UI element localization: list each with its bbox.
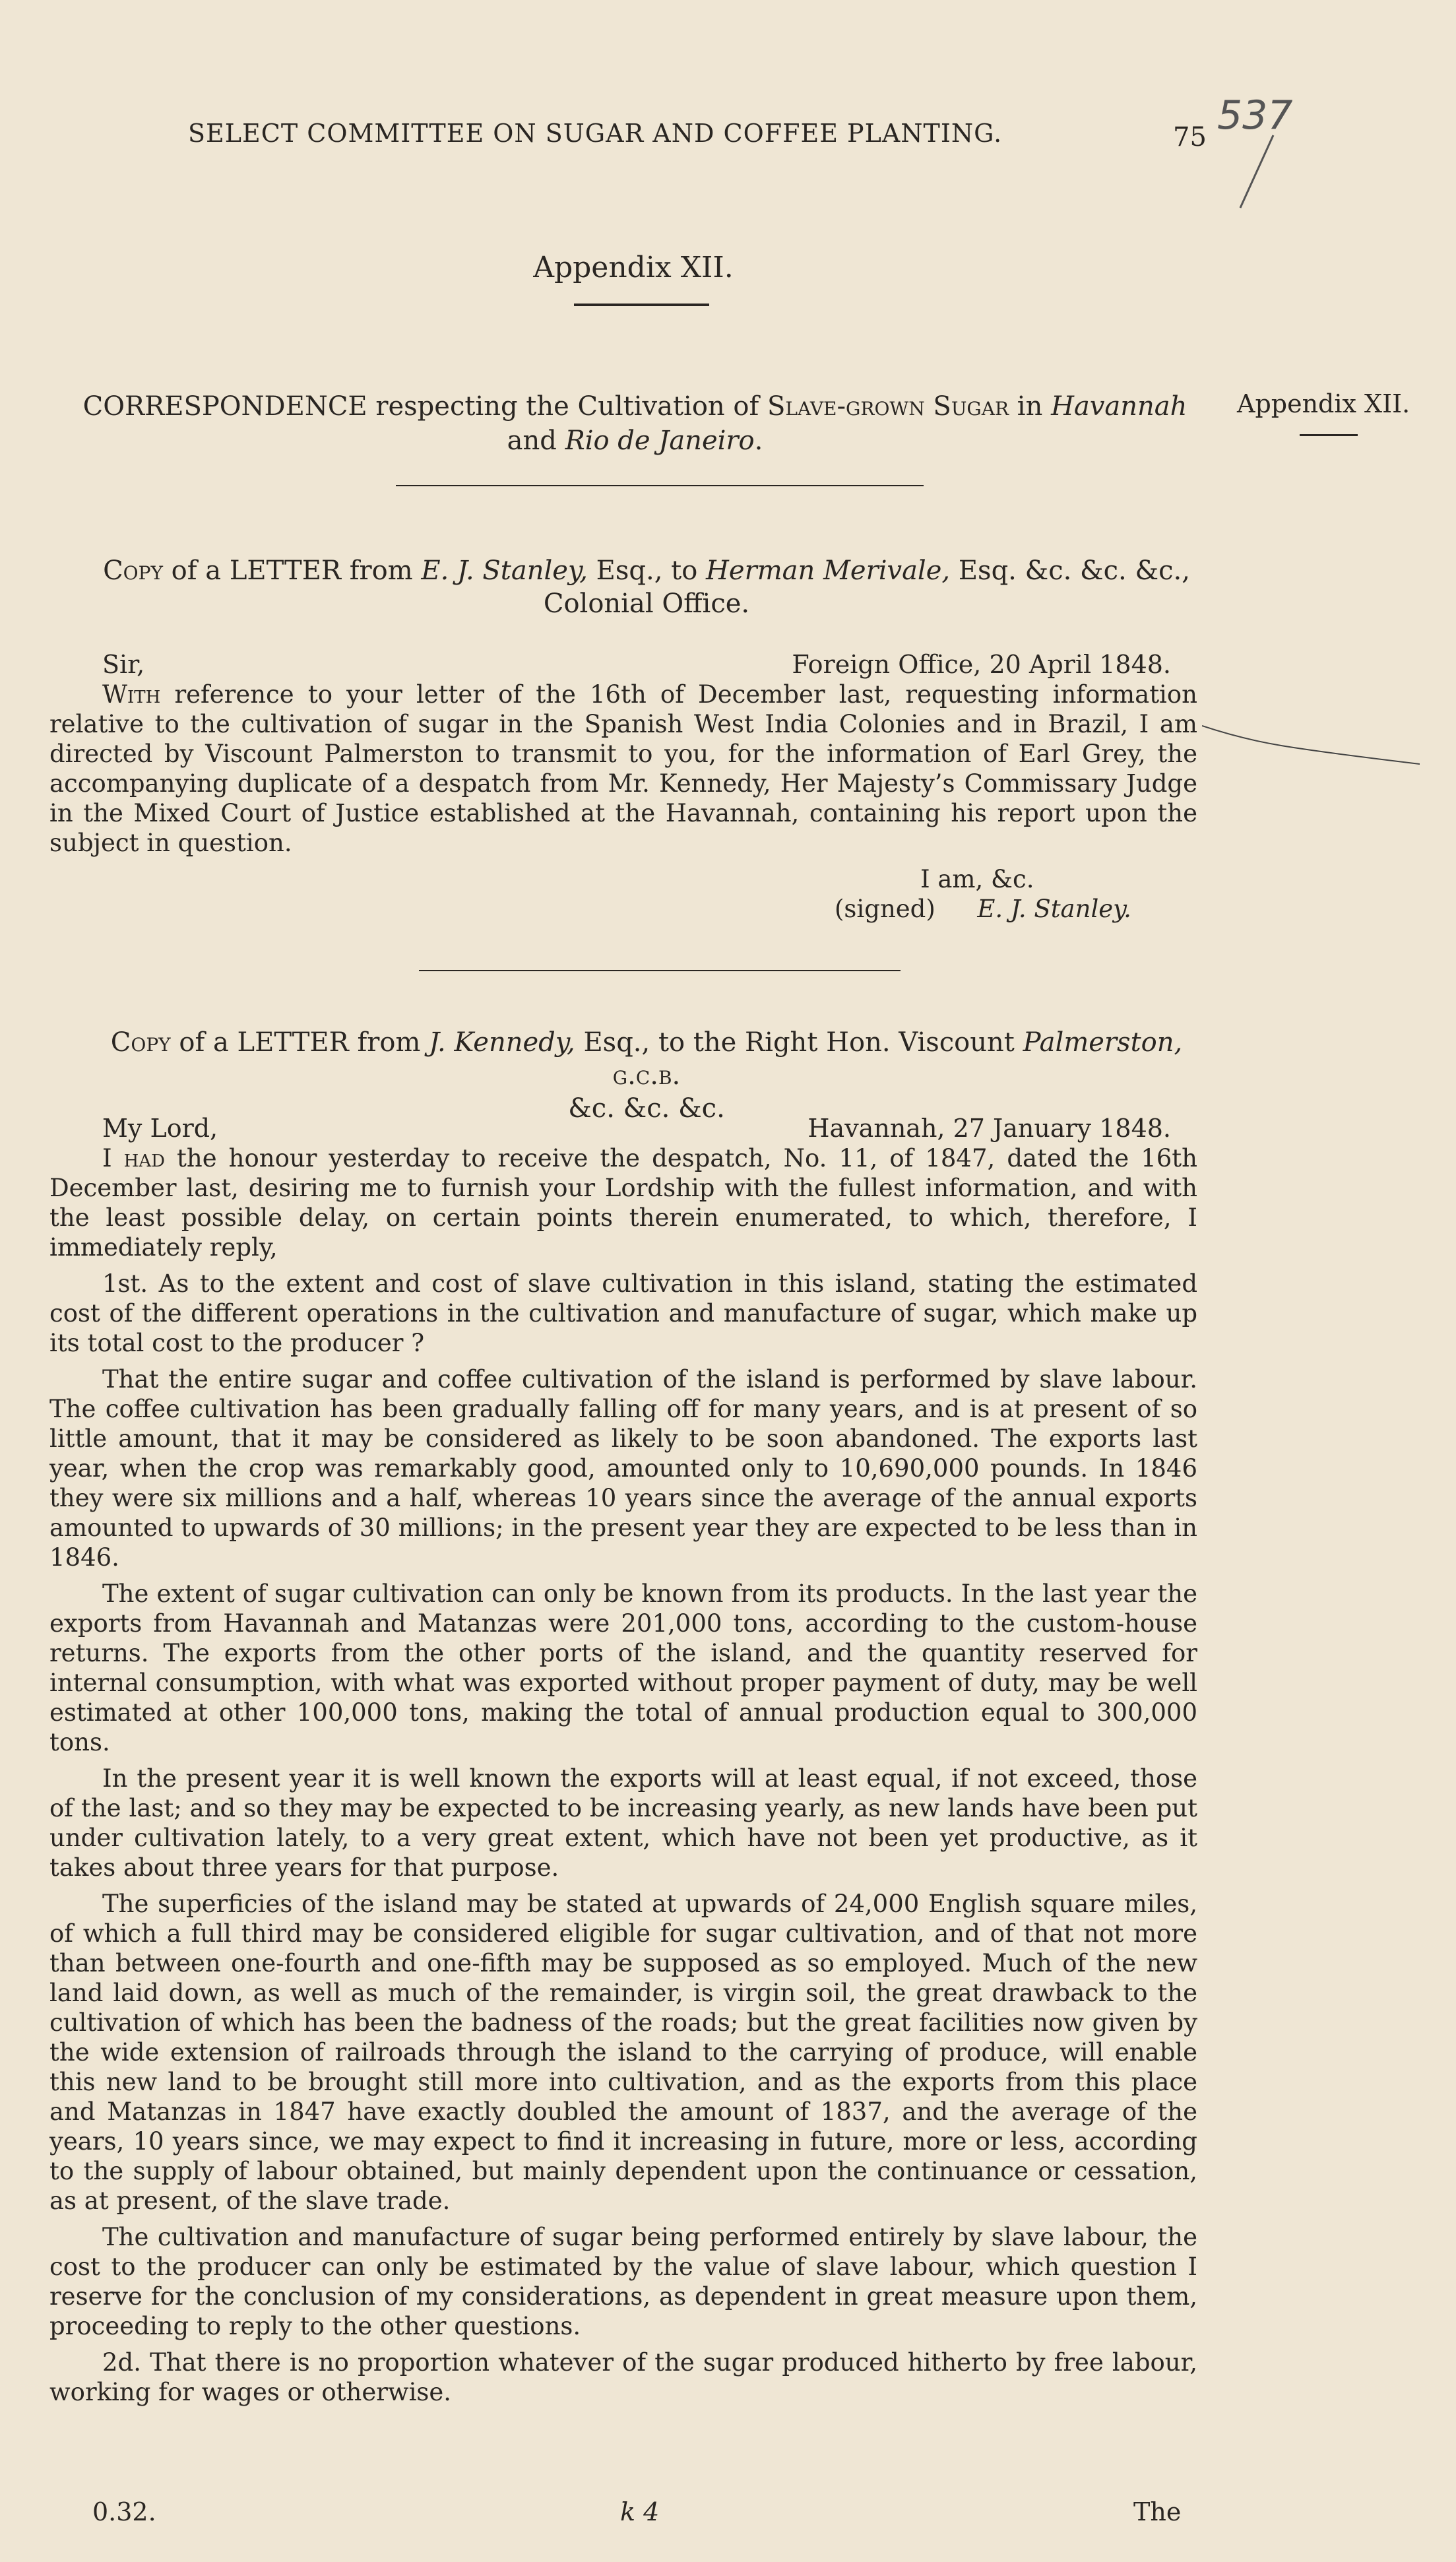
letter2-body	[49, 1114, 1197, 2414]
letter1-copy-label: Copy	[103, 556, 163, 586]
letter2-paragraph-3: That the entire sugar and coffee cultivation of the island is performed by slave labour. The coffee cultivation has been gradually falling off for many years, and is at present of so little amount, that it may be considered as likely to be soon abandoned. The exports last year, when the crop was remarkably good, amounted only to 10,690,000 pounds. In 1846 they were six millions and a half, whereas 10 years since the average of the annual exports amounted to upwards of 30 millions; in the present year they are expected to be less than in 1846.	[49, 1365, 1197, 1572]
letter2-from-name: J. Kennedy,	[429, 1027, 575, 1058]
section-divider-2	[419, 970, 901, 971]
handwritten-slash-mark	[1234, 132, 1280, 211]
side-note-rule	[1300, 434, 1358, 436]
letter2-title-text-1: of a LETTER from	[170, 1027, 429, 1058]
letter1-closing: I am, &c.	[920, 865, 1034, 893]
section-divider-1	[396, 485, 924, 486]
heading-rio: Rio de Janeiro	[565, 426, 755, 456]
correspondence-heading	[63, 389, 1207, 458]
letter1-title-text-3: Esq. &c. &c. &c.,	[950, 556, 1190, 586]
letter2-title-text-2: Esq., to the Right Hon. Viscount	[575, 1027, 1023, 1058]
letter2-paragraph-4: The extent of sugar cultivation can only be known from its products. In the last year the exports from Havannah and Matanzas were 201,000 tons, according to the custom-house returns. The exports from the other ports of the island, and the quantity reserved for internal consumption, with what was exported without proper payment of duty, may be well estimated at other 100,000 tons, making the total of annual production equal to 300,000 tons.	[49, 1580, 1197, 1756]
letter1-from-name: E. J. Stanley,	[421, 556, 588, 586]
letter1-signature: E. J. Stanley.	[977, 895, 1131, 923]
letter2-paragraph-6: The superficies of the island may be stated at upwards of 24,000 English square miles, of which a full third may be considered eligible for sugar cultivation, and of that not more than between one-fourth and one-fifth may be supposed as so employed. Much of the new land laid down, as well as much of the remainder, is virgin soil, the great drawback to the cultivation of which has been the badness of the roads; but the great facilities now given by the wide extension of railroads through the island to the carrying of produce, will enable this new land to be brought still more into cultivation, and as the exports from this place and Matanzas in 1847 have exactly doubled the amount of 1837, and the average of the years, 10 years since, we may expect to find it increasing in future, more or less, according to the supply of labour obtained, but mainly dependent upon the continuance or cessation, as at present, of the slave trade.	[49, 1890, 1197, 2215]
footer-signature-mark: 0.32.	[92, 2497, 156, 2526]
letter2-salutation-line	[49, 1114, 1197, 1143]
footer-sheet-mark: k 4	[620, 2497, 660, 2526]
letter1-title-text-1: of a LETTER from	[162, 556, 422, 586]
heading-text-4: .	[754, 426, 763, 456]
margin-pen-stroke	[1202, 719, 1420, 765]
letter1-to-name: Herman Merivale,	[706, 556, 951, 586]
letter1-salutation: Sir,	[102, 650, 145, 679]
letter2-place-date: Havannah, 27 January 1848.	[807, 1114, 1171, 1143]
heading-text-3: and	[507, 426, 565, 456]
letter1-signature-line	[49, 894, 1197, 924]
running-header: SELECT COMMITTEE ON SUGAR AND COFFEE PLANTING.	[188, 119, 1003, 148]
letter2-salutation: My Lord,	[102, 1114, 218, 1143]
letter1-signed-label: (signed)	[835, 895, 935, 923]
letter2-copy-label: Copy	[110, 1027, 171, 1058]
letter1-title-line2: Colonial Office.	[543, 589, 750, 619]
letter2-paragraph-1	[49, 1143, 1197, 1262]
letter1-salutation-line	[49, 650, 1197, 680]
appendix-title: Appendix XII.	[533, 251, 734, 284]
heading-text-1: CORRESPONDENCE respecting the Cultivation of	[82, 391, 768, 422]
handwritten-page-number: 537	[1217, 92, 1293, 139]
letter2-title-line2: &c. &c. &c.	[568, 1093, 725, 1124]
letter1-body	[49, 650, 1197, 924]
letter1-paragraph	[49, 680, 1197, 858]
letter2-paragraph-5: In the present year it is well known the exports will at least equal, if not exceed, those of the last; and so they may be expected to be increasing yearly, as new lands have been put under cultivation lately, to a very great extent, which have not been yet productive, as it takes about three years for that purpose.	[49, 1764, 1197, 1882]
letter2-lead-word: I had	[102, 1144, 165, 1172]
letter2-paragraph-8: 2d. That there is no proportion whatever of the sugar produced hitherto by free labour, working for wages or otherwise.	[49, 2348, 1197, 2406]
letter2-paragraph-2: 1st. As to the extent and cost of slave cultivation in this island, stating the estimated cost of the different operations in the cultivation and manufacture of sugar, which make up its total cost to the producer ?	[49, 1269, 1197, 1357]
page-number: 75	[1173, 122, 1207, 152]
letter2-title	[86, 1026, 1207, 1125]
margin-side-note: Appendix XII.	[1237, 389, 1410, 418]
heading-havannah: Havannah	[1051, 391, 1187, 422]
letter2-p1-text: the honour yesterday to receive the despatch, No. 11, of 1847, dated the 16th December last, desiring me to furnish your Lordship with the fullest information, and with the least possible delay, on certain points therein enumerated, to which, therefore, I immediately reply,	[49, 1144, 1197, 1262]
title-rule	[574, 304, 709, 306]
letter1-place-date: Foreign Office, 20 April 1848.	[792, 650, 1171, 679]
letter1-lead-word: With	[102, 680, 161, 709]
heading-text-2: in	[1009, 391, 1052, 422]
heading-slave-grown-sugar: Slave-grown Sugar	[767, 391, 1009, 422]
letter2-title-text-3: g.c.b.	[612, 1060, 681, 1091]
letter1-body-text: reference to your letter of the 16th of December last, requesting information relative to the cultivation of sugar in the Spanish West India Colonies and in Brazil, I am directed by Viscount Palmerston to transmit to you, for the information of Earl Grey, the accompanying duplicate of a despatch from Mr. Kennedy, Her Majesty’s Commissary Judge in the Mixed Court of Justice established at the Havannah, containing his report upon the subject in question.	[49, 680, 1197, 857]
letter2-paragraph-7: The cultivation and manufacture of sugar being performed entirely by slave labour, the cost to the producer can only be estimated by the value of slave labour, which question I reserve for the conclusion of my considerations, as dependent in great measure upon them, proceeding to reply to the other questions.	[49, 2223, 1197, 2340]
letter2-to-name: Palmerston,	[1023, 1027, 1183, 1058]
footer-catchword: The	[1133, 2497, 1182, 2526]
letter1-title-text-2: Esq., to	[587, 556, 707, 586]
letter1-title	[86, 554, 1207, 620]
